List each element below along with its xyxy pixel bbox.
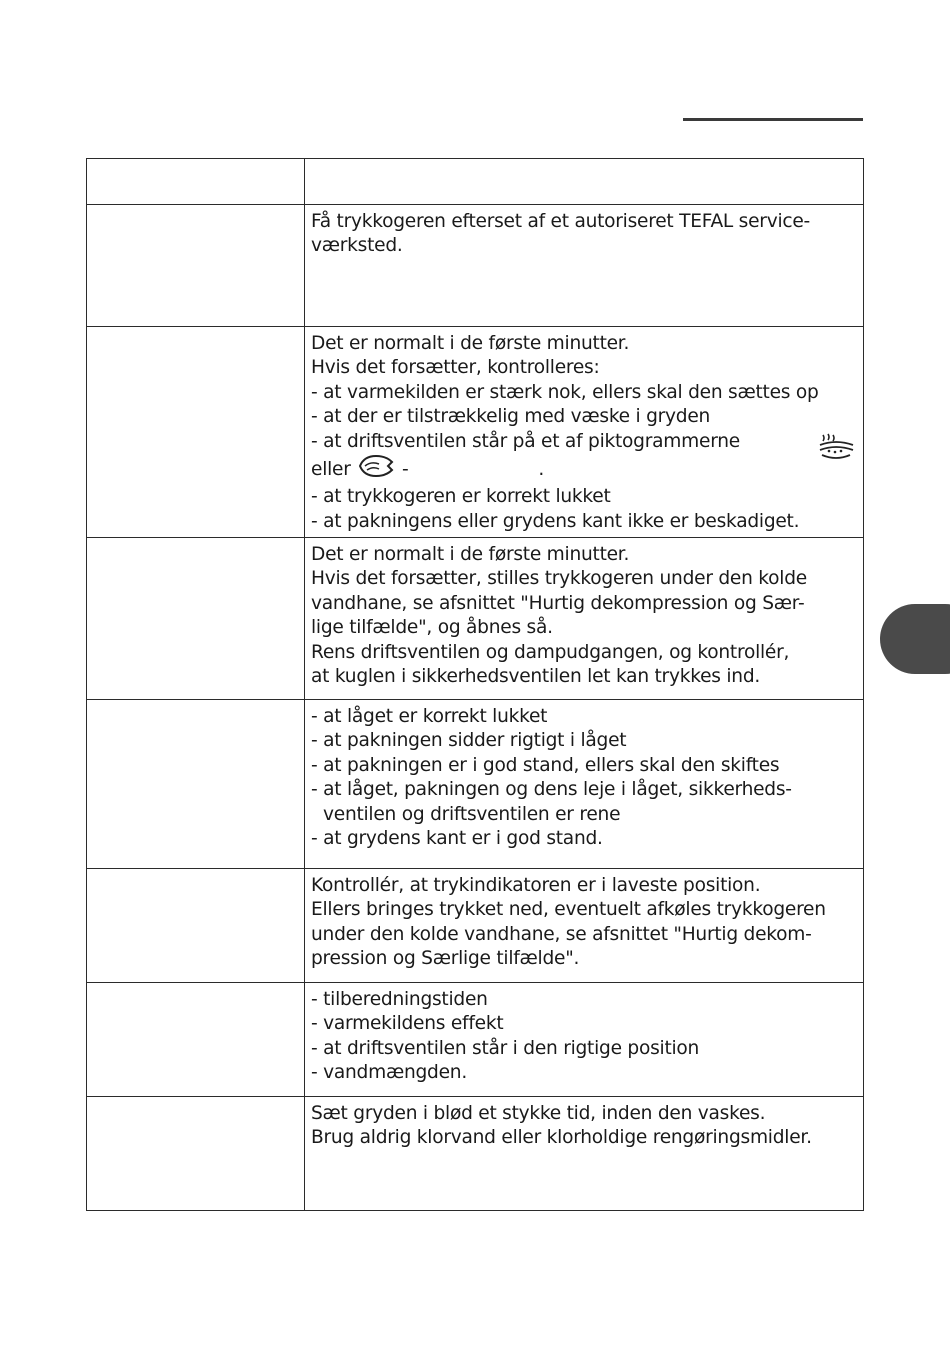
solution-line: Det er normalt i de første minutter. bbox=[311, 544, 630, 565]
solution-line: - at låget er korrekt lukket bbox=[311, 706, 548, 727]
solution-line: - at grydens kant er i god stand. bbox=[311, 828, 603, 850]
solution-line bbox=[311, 430, 857, 454]
solution-line: Brug aldrig klorvand eller klorholdige rengøringsmidler. bbox=[311, 1127, 812, 1149]
solution-line: ventilen og driftsventilen er rene bbox=[323, 803, 621, 825]
problem-cell bbox=[87, 205, 305, 327]
table-row bbox=[87, 700, 864, 869]
solution-line: under den kolde vandhane, se afsnittet "Hurtig dekom- bbox=[311, 923, 812, 945]
solution-line: - at pakningen sidder rigtigt i låget bbox=[311, 730, 627, 752]
solution-line bbox=[311, 454, 857, 485]
solution-line: - at pakningens eller grydens kant ikke er beskadiget. bbox=[311, 510, 800, 532]
solution-line: - tilberedningstiden bbox=[311, 989, 488, 1010]
troubleshooting-table bbox=[86, 158, 864, 1211]
solution-line: Kontrollér, at trykindikatoren er i laveste position. bbox=[311, 875, 761, 896]
solution-line: pression og Særlige tilfælde". bbox=[311, 948, 580, 970]
solution-cell bbox=[305, 983, 864, 1097]
solution-line: - at der er tilstrækkelig med væske i gryden bbox=[311, 406, 711, 428]
solution-cell bbox=[305, 538, 864, 700]
solution-line: - vandmængden. bbox=[311, 1062, 467, 1084]
solution-line: - at låget, pakningen og dens leje i låget, sikkerheds- bbox=[311, 779, 792, 801]
solution-line: Hvis det forsætter, stilles trykkogeren under den kolde bbox=[311, 568, 807, 590]
problem-cell bbox=[87, 869, 305, 983]
problem-cell bbox=[87, 327, 305, 538]
solution-text: - at driftsventilen står på et af piktogrammerne bbox=[311, 430, 740, 452]
solution-line: - varmekildens effekt bbox=[311, 1013, 504, 1035]
problem-cell bbox=[87, 1097, 305, 1211]
table-row bbox=[87, 869, 864, 983]
solution-cell bbox=[305, 1097, 864, 1211]
solution-text: . bbox=[538, 459, 545, 481]
solution-line: - at driftsventilen står i den rigtige position bbox=[311, 1037, 700, 1059]
solution-line: Det er normalt i de første minutter. bbox=[311, 333, 630, 354]
chapter-tab bbox=[880, 604, 950, 674]
header-rule bbox=[683, 118, 863, 121]
solution-cell bbox=[305, 159, 864, 205]
table-row bbox=[87, 205, 864, 327]
solution-line: Hvis det forsætter, kontrolleres: bbox=[311, 357, 600, 379]
solution-line: værksted. bbox=[311, 235, 403, 257]
problem-cell bbox=[87, 159, 305, 205]
table-row bbox=[87, 159, 864, 205]
solution-line: vandhane, se afsnittet "Hurtig dekompression og Sær- bbox=[311, 592, 805, 614]
solution-line: lige tilfælde", og åbnes så. bbox=[311, 617, 553, 639]
problem-cell bbox=[87, 983, 305, 1097]
table-row bbox=[87, 1097, 864, 1211]
table-row bbox=[87, 327, 864, 538]
solution-line: - at pakningen er i god stand, ellers skal den skiftes bbox=[311, 754, 780, 776]
solution-line: Rens driftsventilen og dampudgangen, og kontrollér, bbox=[311, 641, 790, 663]
problem-cell bbox=[87, 538, 305, 700]
solution-line: Få trykkogeren efterset af et autoriseret TEFAL service- bbox=[311, 211, 810, 232]
solution-cell bbox=[305, 327, 864, 538]
solution-text: - bbox=[401, 459, 409, 481]
solution-line: at kuglen i sikkerhedsventilen let kan trykkes ind. bbox=[311, 666, 761, 688]
steam-vegetables-icon bbox=[817, 431, 855, 468]
table-row bbox=[87, 538, 864, 700]
solution-line: Ellers bringes trykket ned, eventuelt afkøles trykkogeren bbox=[311, 899, 826, 921]
solution-text: eller bbox=[311, 459, 351, 481]
steam-fish-icon bbox=[356, 454, 396, 485]
solution-cell bbox=[305, 205, 864, 327]
solution-line: Sæt gryden i blød et stykke tid, inden den vaskes. bbox=[311, 1103, 766, 1124]
solution-line: - at trykkogeren er korrekt lukket bbox=[311, 486, 611, 508]
solution-cell bbox=[305, 869, 864, 983]
table-row bbox=[87, 983, 864, 1097]
solution-line: - at varmekilden er stærk nok, ellers skal den sættes op bbox=[311, 381, 819, 403]
solution-cell bbox=[305, 700, 864, 869]
problem-cell bbox=[87, 700, 305, 869]
